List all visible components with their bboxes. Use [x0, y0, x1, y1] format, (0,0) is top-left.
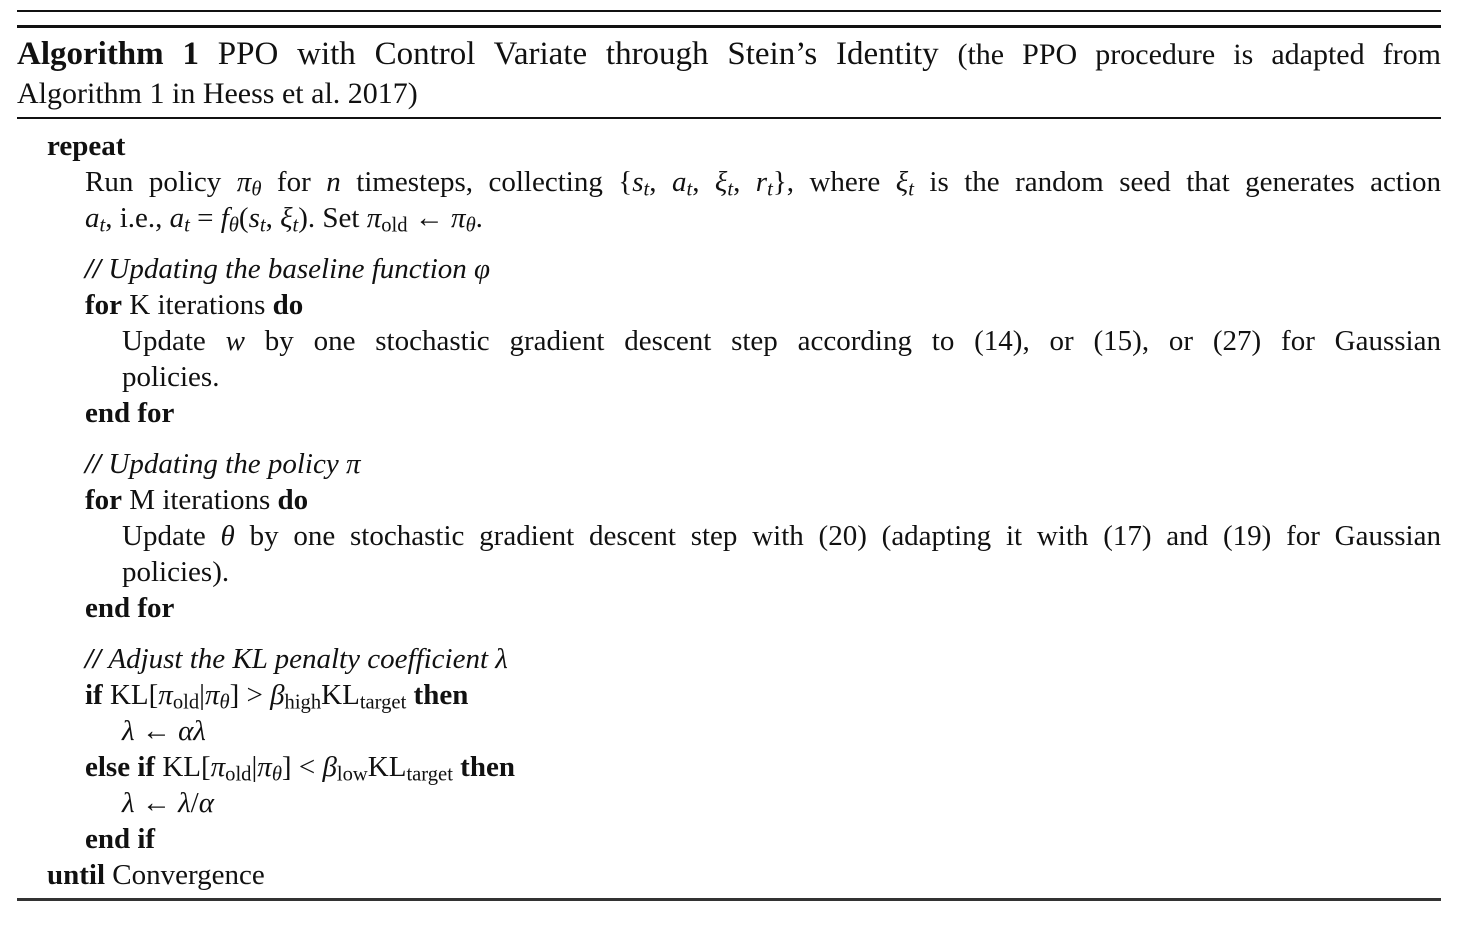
subscript: old — [172, 691, 200, 714]
text-segment: | — [199, 679, 205, 711]
subscript: old — [225, 763, 252, 786]
subscript: θ — [271, 763, 282, 786]
math-variable: β — [270, 679, 285, 711]
algorithm-line — [17, 641, 1441, 677]
algorithm-line — [17, 713, 1441, 749]
subscript: t — [643, 178, 650, 201]
keyword: end for — [85, 397, 175, 429]
top-outer-rule — [17, 10, 1441, 12]
comment-text: Updating the baseline function — [108, 253, 475, 285]
algorithm-line — [17, 518, 1441, 554]
subscript: θ — [251, 178, 262, 201]
comment-text: // — [85, 448, 109, 480]
text-segment: Update — [122, 520, 221, 552]
algorithm-line — [17, 446, 1441, 482]
math-variable: ξ — [714, 166, 728, 198]
comment-text: Adjust the KL penalty coefficient — [108, 643, 496, 675]
algorithm-line — [17, 323, 1441, 359]
algorithm-line — [17, 359, 1441, 395]
math-variable: π — [210, 751, 226, 783]
algorithm-line — [17, 251, 1441, 287]
algorithm-line — [17, 785, 1441, 821]
text-segment: , where — [786, 166, 896, 198]
text-segment: Run policy — [85, 166, 237, 198]
math-variable: π — [236, 166, 252, 198]
algorithm-line — [17, 395, 1441, 431]
caption-line-1 — [17, 35, 1441, 74]
algorithm-line — [17, 287, 1441, 323]
algorithm-line — [17, 590, 1441, 626]
text-segment: by one stochastic gradient descent step according to (14), or (15), or (27) for Gaussian — [244, 325, 1441, 357]
text-segment: ] > — [229, 679, 271, 711]
math-variable: φ — [474, 253, 491, 285]
math-variable: n — [326, 166, 341, 198]
math-variable: a — [85, 202, 100, 234]
math-variable: λ — [122, 715, 135, 747]
text-segment: Convergence — [105, 859, 265, 891]
math-variable: β — [322, 751, 337, 783]
keyword: else if — [85, 751, 156, 783]
comment-text: // — [85, 643, 109, 675]
algorithm-body — [17, 119, 1441, 893]
text-segment: , — [692, 166, 715, 198]
algorithm-line — [17, 164, 1441, 200]
math-variable: a — [169, 202, 185, 234]
text-segment — [406, 679, 413, 711]
top-inner-rule — [17, 25, 1441, 28]
math-variable: α — [178, 715, 194, 747]
math-variable: s — [632, 166, 644, 198]
subscript: high — [284, 691, 322, 714]
text-segment: K iterations — [122, 289, 273, 321]
subscript: t — [767, 178, 773, 201]
math-variable: s — [248, 202, 260, 234]
algorithm-caption — [17, 35, 1441, 113]
text-segment: . — [475, 202, 483, 234]
math-variable: π — [257, 751, 272, 783]
subscript: t — [184, 214, 190, 237]
math-variable: α — [198, 787, 214, 819]
math-variable: π — [158, 679, 173, 711]
text-segment: ( — [238, 202, 249, 234]
math-variable: π — [366, 202, 382, 234]
text-segment: , i.e., — [105, 202, 170, 234]
text-segment: by one stochastic gradient descent step with (20) (adapting it with (17) and (19) for Gaussian — [234, 520, 1441, 552]
keyword: end if — [85, 823, 156, 855]
keyword: for — [85, 484, 123, 516]
algorithm-line — [17, 554, 1441, 590]
math-variable: λ — [122, 787, 135, 819]
keyword: repeat — [47, 130, 126, 162]
math-variable: λ — [193, 715, 206, 747]
math-variable: λ — [495, 643, 508, 675]
algorithm-line — [17, 821, 1441, 857]
math-variable: a — [671, 166, 687, 198]
text-segment: policies. — [122, 361, 220, 393]
subscript: target — [406, 763, 453, 786]
text-segment: ← — [134, 787, 179, 819]
text-segment: , — [265, 202, 281, 234]
subscript: t — [259, 214, 266, 237]
text-segment: { — [618, 166, 633, 198]
math-variable: w — [225, 325, 245, 357]
algorithm-line — [17, 482, 1441, 518]
text-segment: | — [251, 751, 258, 783]
text-segment: , — [649, 166, 672, 198]
text-segment: KL — [367, 751, 407, 783]
subscript: θ — [219, 691, 230, 714]
text-segment: / — [190, 787, 199, 819]
comment-text: Updating the policy — [108, 448, 346, 480]
math-variable: f — [220, 202, 229, 234]
bottom-rule — [17, 898, 1441, 901]
text-segment: (the PPO procedure is adapted from — [957, 38, 1441, 71]
algorithm-line — [17, 677, 1441, 713]
text-segment: KL — [321, 679, 360, 711]
text-segment: M iterations — [122, 484, 278, 516]
text-segment: timesteps, collecting — [340, 166, 619, 198]
algorithm-line — [17, 749, 1441, 785]
math-variable: π — [204, 679, 220, 711]
text-segment: = — [189, 202, 221, 234]
text-segment: Update — [122, 325, 226, 357]
text-segment: policies). — [122, 556, 230, 588]
keyword: do — [277, 484, 309, 516]
keyword: then — [413, 679, 469, 711]
text-segment: KL[ — [102, 679, 159, 711]
math-variable: π — [451, 202, 466, 234]
text-segment: } — [772, 166, 787, 198]
comment-text: // — [85, 253, 109, 285]
algorithm-figure — [17, 10, 1441, 901]
algorithm-line — [17, 200, 1441, 236]
text-segment: ). Set — [298, 202, 367, 234]
math-variable: ξ — [895, 166, 909, 198]
algorithm-line — [17, 857, 1441, 893]
text-segment: PPO with Control Variate through Stein’s Identity — [198, 36, 958, 72]
text-segment: KL[ — [155, 751, 211, 783]
math-variable: r — [755, 166, 768, 198]
text-segment: Algorithm 1 in Heess et al. 2017) — [17, 77, 418, 110]
caption-line-2 — [17, 74, 1441, 113]
subscript: target — [359, 691, 407, 714]
subscript: θ — [228, 214, 239, 237]
keyword: if — [85, 679, 103, 711]
subscript: t — [908, 178, 914, 201]
subscript: t — [99, 214, 106, 237]
keyword: do — [272, 289, 304, 321]
math-variable: λ — [178, 787, 191, 819]
text-segment: ← — [407, 202, 452, 234]
text-segment: ] < — [281, 751, 323, 783]
subscript: low — [336, 763, 368, 786]
subscript: t — [727, 178, 734, 201]
math-variable: θ — [220, 520, 235, 552]
keyword: end for — [85, 592, 175, 624]
keyword: until — [47, 859, 106, 891]
subscript: old — [381, 214, 408, 237]
subscript: θ — [465, 214, 476, 237]
text-segment: , — [733, 166, 756, 198]
subscript: t — [686, 178, 693, 201]
math-variable: ξ — [280, 202, 293, 234]
subscript: t — [292, 214, 299, 237]
keyword: then — [460, 751, 515, 783]
text-segment: is the random seed that generates action — [913, 166, 1442, 198]
text-segment: for — [261, 166, 327, 198]
keyword: for — [85, 289, 123, 321]
algorithm-line — [17, 128, 1441, 164]
keyword: Algorithm 1 — [17, 36, 199, 72]
math-variable: π — [345, 448, 361, 480]
text-segment: ← — [134, 715, 179, 747]
